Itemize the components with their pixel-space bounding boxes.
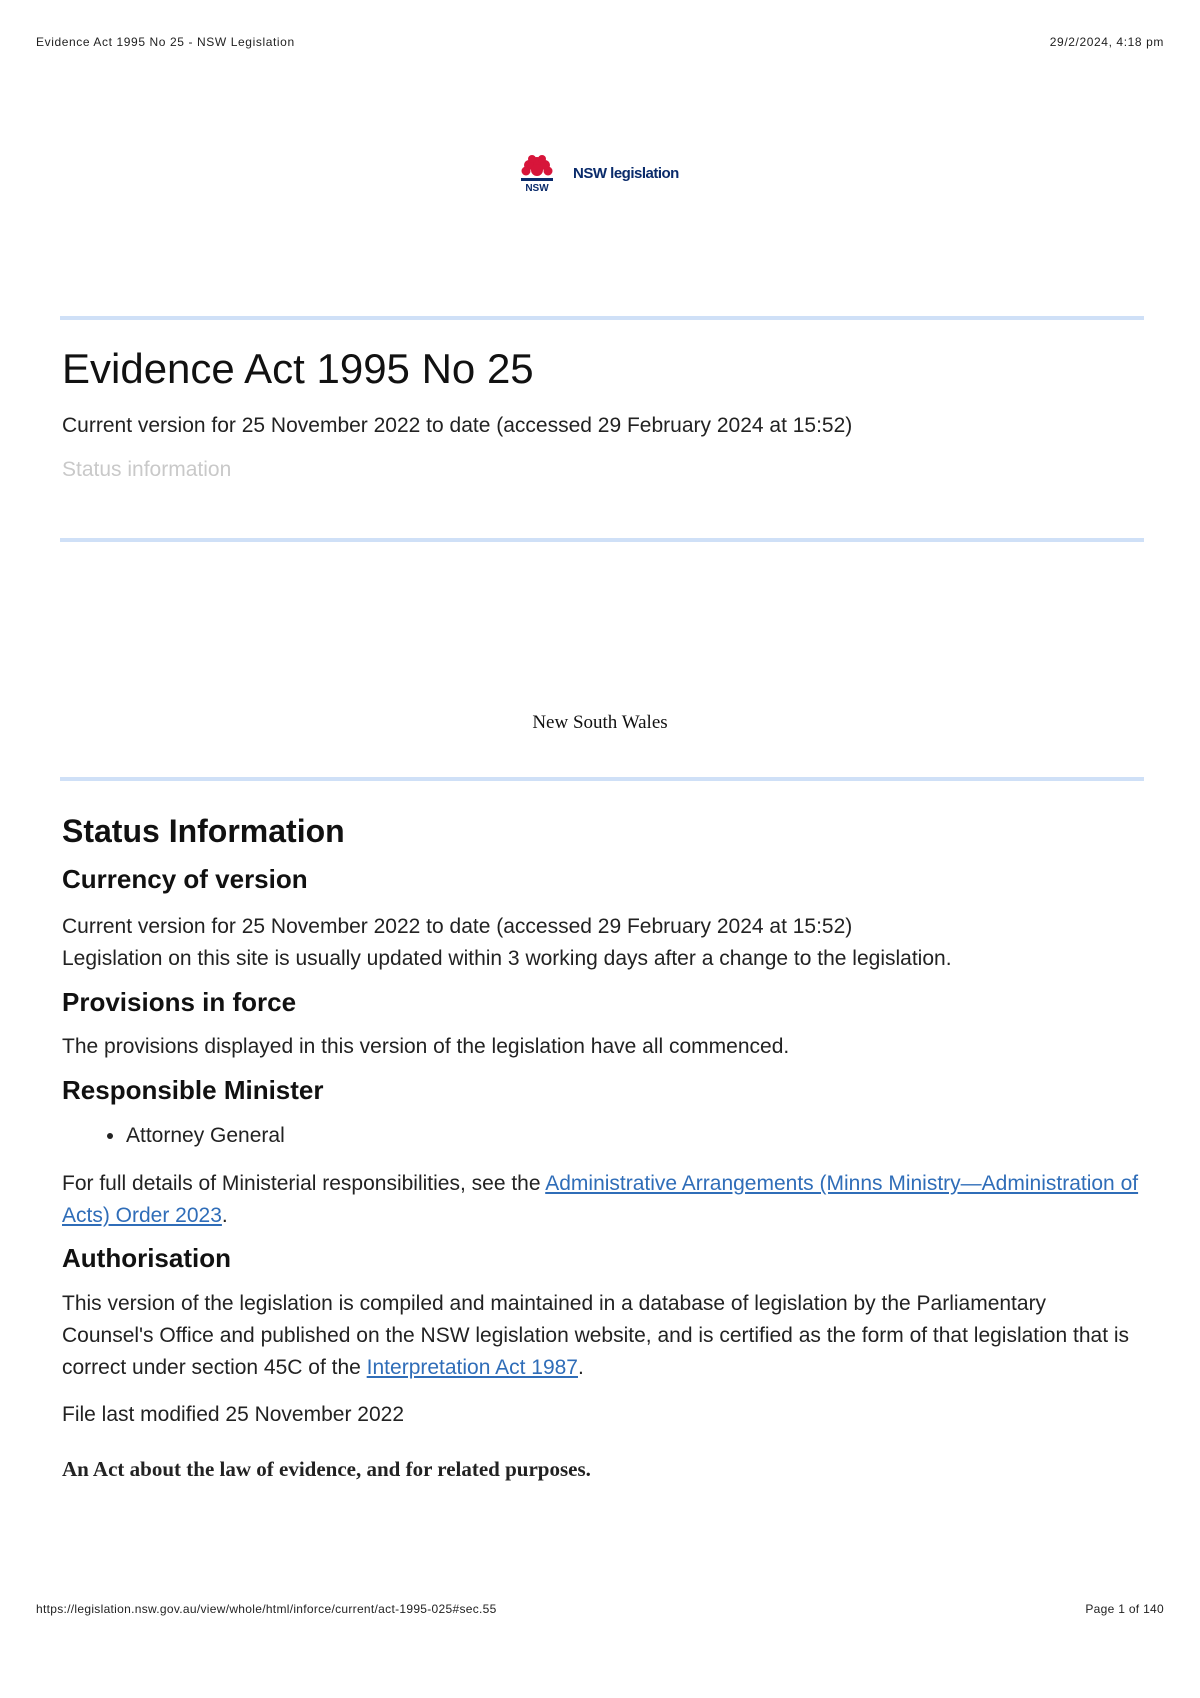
- divider-lower: [60, 777, 1144, 781]
- authorisation-prefix: This version of the legislation is compiled and maintained in a database of legislation by the Parliamentary Counsel's Office and published on the NSW legislation website, and is certified as the form of that legislation that is correct under section 45C of the: [62, 1292, 1130, 1380]
- file-last-modified: File last modified 25 November 2022: [62, 1403, 405, 1427]
- print-url: https://legislation.nsw.gov.au/view/whole/html/inforce/current/act-1995-025#sec.55: [36, 1602, 497, 1616]
- nsw-legislation-logo[interactable]: [517, 152, 679, 194]
- interpretation-act-link[interactable]: Interpretation Act 1987: [366, 1356, 578, 1380]
- authorisation-text: [62, 1288, 1142, 1384]
- long-title: An Act about the law of evidence, and for related purposes.: [62, 1457, 591, 1482]
- waratah-icon: [517, 152, 557, 194]
- minister-details-prefix: For full details of Ministerial responsibilities, see the: [62, 1171, 546, 1195]
- administrative-arrangements-link[interactable]: Administrative Arrangements (Minns Ministry—Administration of Acts) Order 2023: [62, 1171, 1139, 1227]
- logo-text: NSW legislation: [573, 164, 679, 182]
- currency-line-2: Legislation on this site is usually updated within 3 working days after a change to the legislation.: [62, 946, 952, 970]
- divider-middle: [60, 538, 1144, 542]
- page-number: Page 1 of 140: [1085, 1602, 1164, 1616]
- minister-heading: Responsible Minister: [62, 1074, 324, 1105]
- authorisation-heading: Authorisation: [62, 1242, 231, 1273]
- svg-text:NSW: NSW: [525, 183, 549, 194]
- print-timestamp: 29/2/2024, 4:18 pm: [1049, 35, 1164, 49]
- status-information-section: [62, 812, 1142, 1485]
- print-footer: [36, 1602, 1164, 1622]
- minister-details-suffix: .: [221, 1203, 228, 1227]
- status-information-heading: Status Information: [62, 813, 345, 849]
- currency-line-1: Current version for 25 November 2022 to date (accessed 29 February 2024 at 15:52): [62, 914, 853, 938]
- status-information-link[interactable]: Status information: [62, 458, 232, 482]
- provisions-text: The provisions displayed in this version of the legislation have all commenced.: [62, 1034, 790, 1058]
- print-page-title: Evidence Act 1995 No 25 - NSW Legislation: [36, 35, 295, 49]
- currency-heading: Currency of version: [62, 864, 308, 895]
- jurisdiction-label: New South Wales: [532, 712, 668, 733]
- act-title: Evidence Act 1995 No 25: [62, 345, 534, 392]
- divider-top: [60, 316, 1144, 320]
- provisions-heading: Provisions in force: [62, 986, 297, 1017]
- version-line: Current version for 25 November 2022 to date (accessed 29 February 2024 at 15:52): [62, 414, 853, 438]
- minister-item: • Attorney General: [126, 1120, 1142, 1152]
- act-header: [62, 345, 1142, 483]
- minister-details: [62, 1168, 1142, 1232]
- print-header: [36, 35, 1164, 55]
- authorisation-suffix: .: [577, 1356, 584, 1380]
- minister-list: [62, 1120, 1142, 1152]
